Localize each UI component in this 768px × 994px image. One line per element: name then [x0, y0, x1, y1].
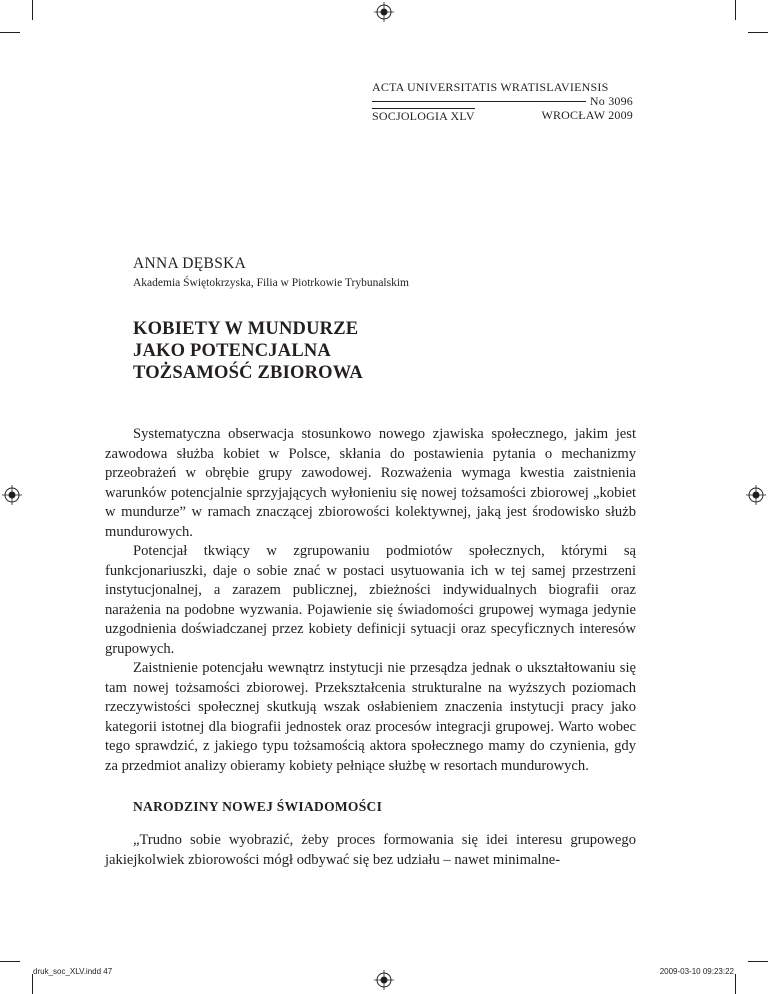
paragraph: Potencjał tkwiący w zgrupowaniu podmiotów społecznych, którymi są funkcjonariuszki, daje o sobie znać w postaci usytuowania ich w tej samej przestrzeni instytucjonalnej, a zarazem publicznej, zbieżności indywidualnych biografii oraz narażenia na podobne wyzwania. Pojawienie się świadomości grupowej wymaga jedynie uzgodnienia doświadczanej przez kobiety definicji sytuacji oraz specyficznych interesów grupowych.	[105, 543, 636, 657]
header-rule	[372, 101, 586, 102]
place-year: WROCŁAW 2009	[541, 108, 633, 122]
registration-mark-icon	[746, 485, 766, 505]
crop-mark	[32, 0, 33, 20]
slug-datetime: 2009-03-10 09:23:22	[659, 967, 734, 976]
crop-mark	[748, 32, 768, 33]
author-name: ANNA DĘBSKA	[133, 255, 247, 272]
crop-mark	[735, 0, 736, 20]
journal-name: ACTA UNIVERSITATIS WRATISLAVIENSIS	[372, 80, 609, 94]
paragraph: Zaistnienie potencjału wewnątrz instytucji nie przesądza jednak o ukształtowaniu się tam nowej tożsamości zbiorowej. Przekształcenia strukturalne na wyższych poziomach rzeczywistości społecznej skutkują wszak osłabieniem znaczenia instytucji pracy jako kategorii istotnej dla biografii jednostek oraz procesów integracji grupowej. Warto wobec tego sprawdzić, z jakiego typu tożsamością aktora społecznego mamy do czynienia, gdy za przedmiot analizy obieramy kobiety pełniące służbę w resortach mundurowych.	[105, 660, 636, 774]
crop-mark	[32, 974, 33, 994]
registration-mark-icon	[374, 2, 394, 22]
article-body	[105, 425, 636, 776]
title-line: TOŻSAMOŚĆ ZBIOROWA	[133, 363, 363, 383]
paragraph: Systematyczna obserwacja stosunkowo nowego zjawiska społecznego, jakim jest zawodowa służba kobiet w Polsce, skłania do postawienia pytania o mechanizmy przeobrażeń w obrębie grupy zawodowej. Rozważenia wymaga kwestia zaistnienia warunków potencjalnie sprzyjających wyłonieniu się nowej tożsamości zbiorowej „kobiet w mundurze” w ramach znaczącej zbiorowości kolektywnej, jaką jest środowisko służb mundurowych.	[105, 426, 636, 540]
article-title	[133, 318, 363, 384]
paragraph: „Trudno sobie wyobrazić, żeby proces formowania się idei interesu grupowego jakiejkolwiek zbiorowości mógł odbywać się bez udziału – nawet minimalne-	[105, 832, 636, 868]
issue-number: No 3096	[589, 94, 633, 108]
crop-mark	[748, 961, 768, 962]
crop-mark	[0, 32, 20, 33]
author-affiliation: Akademia Świętokrzyska, Filia w Piotrkowie Trybunalskim	[133, 277, 409, 289]
slug-file: druk_soc_XLV.indd 47	[33, 967, 113, 976]
section-body	[105, 831, 636, 870]
journal-header	[372, 80, 633, 123]
section-heading: NARODZINY NOWEJ ŚWIADOMOŚCI	[133, 799, 383, 814]
crop-mark	[0, 961, 20, 962]
title-line: KOBIETY W MUNDURZE	[133, 319, 359, 339]
title-line: JAKO POTENCJALNA	[133, 341, 331, 361]
crop-mark	[735, 974, 736, 994]
series-name: SOCJOLOGIA XLV	[372, 109, 475, 123]
registration-mark-icon	[2, 485, 22, 505]
registration-mark-icon	[374, 970, 394, 990]
